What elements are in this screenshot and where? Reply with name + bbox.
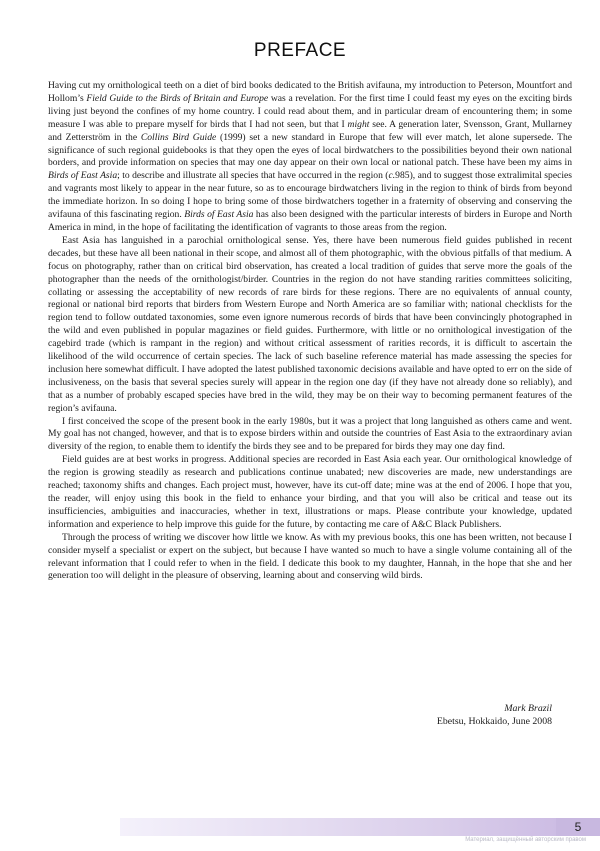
text-run: Having cut my ornithological teeth on a diet of bird books dedicated to the British avifauna, my introduction to Peterson, Mountfort and Hollom’s bbox=[48, 80, 572, 104]
text-run: Through the process of writing we discover how little we know. As with my previous books, this one has been written, not because I consider myself a specialist or expert on the subject, but because I have wanted so much to have a single volume containing all of the relevant information that I could refer to when in the field. I dedicate this book to my daughter, Hannah, in the hope that she and her generation too will delight in the pleasure of observing, learning about and conserving wild birds. bbox=[48, 531, 572, 582]
text-run: see. A generation later, Svensson, Grant, Mullarney and Zetterström in the bbox=[48, 118, 573, 143]
italic-run: Field Guide to the Birds of Britain and Europe bbox=[86, 92, 269, 104]
text-run: has also been designed with the particular interests of birders in Europe and North America in mind, in the hope of facilitating the identification of vagrants to those areas from the region. bbox=[48, 209, 573, 233]
italic-run: Birds of East Asia bbox=[184, 209, 254, 221]
text-run: Field guides are at best works in progress. Additional species are recorded in East Asia each year. Our ornithological knowledge of the region is growing steadily as research and publications continue unabated; new discoveries are made, new understandings are reached; taxonomy shifts and changes. Each project must, however, have its cut-off date; mine was at the end of 2006. I hope that you, the reader, will enjoy using this book in the field to enhance your birding, and that you will also be critical and tease out its insufficiencies, ambiguities and inaccuracies, whether in text, illustrations or maps. Please contribute your knowledge, updated information and experience to help improve this guide for the future, by contacting me care of A&C Black Publishers. bbox=[48, 454, 572, 530]
paragraph bbox=[48, 454, 572, 531]
paragraph bbox=[48, 532, 572, 584]
italic-run: might bbox=[347, 118, 370, 130]
text-run: I first conceived the scope of the present book in the early 1980s, but it was a project that long languished as others came and went. My goal has not changed, however, and that is to expose birders within and outside the countries of East Asia to the extraordinary avian diversity of the region, to enable them to identify the birds they see and to be prepared for birds they may one day find. bbox=[48, 415, 572, 453]
signature-block bbox=[437, 702, 552, 728]
paragraph bbox=[48, 416, 572, 455]
footer-color-band bbox=[120, 818, 556, 836]
author-name: Mark Brazil bbox=[504, 703, 552, 714]
italic-run: Birds of East Asia bbox=[48, 170, 118, 182]
text-run: was a revelation. For the first time I could feast my eyes on the exciting birds living just beyond the confines of my home country. I could read about them, and in particular dream of encountering them; in some measure I was able to prepare myself for birds that I had not seen, but that I bbox=[48, 92, 572, 130]
copyright-watermark: Материал, защищённый авторским правом bbox=[465, 837, 586, 843]
text-run: ; to describe and illustrate all species that have occurred in the region ( bbox=[117, 170, 389, 182]
paragraph bbox=[48, 235, 572, 416]
preface-body bbox=[48, 80, 572, 583]
text-run: East Asia has languished in a parochial ornithological sense. Yes, there have been numerous field guides published in recent decades, but these have all been national in their scope, and almost all of them photographic, with the obvious pitfalls of that medium. A focus on photography, rather than on critical bird observation, has created a local tradition of guides that serve more the goals of the photographer than the needs of the ornithologist/birder. Countries in the region do not have standing rarities committees soliciting, collating or assessing the acceptability of new records of rare birds for these regions. There are no equivalents of annual county, regional or national bird reports that birders from Western Europe and North America are so familiar with; national checklists for the region tend to follow outdated taxonomies, some even ignore numerous records of birds that have been convincingly photographed in the wild and even published in popular magazines or field guides. Furthermore, with little or no ornithological investigation of the cagebird trade (which is rampant in the region) and without critical assessment of rarities records, it is difficult to ascertain the likelihood of the wild occurrence of certain species. The lack of such baseline reference material has made assessing the species for inclusion here somewhat difficult. I have adopted the latest published taxonomic decisions available and have opted to err on the side of inclusiveness, on the basis that several species surely will appear in the region one day (if they have not already done so reliably), and that as a number of probably escaped species have bred in the wild, they may be on their way to becoming permanent features of the region’s avifauna. bbox=[48, 234, 572, 414]
page-title: PREFACE bbox=[253, 40, 347, 61]
paragraph bbox=[48, 80, 572, 235]
place-date: Ebetsu, Hokkaido, June 2008 bbox=[436, 716, 552, 727]
page-number: 5 bbox=[574, 820, 582, 834]
text-run: (1999) set a new standard in Europe that few will ever match, let alone supersede. The significance of such regional guidebooks is that they open the eyes of local birdwatchers to the possibilities beyond their own national borders, and provide information on species that may one day appear on their own local or national patch. These have been my aims in bbox=[48, 131, 573, 169]
text-run: 985), and to suggest those extralimital species and vagrants most likely to appear in the near future, so as to encourage birdwatchers living in the region to think of birds from beyond the immediate horizon. In so doing I hope to bring some of those birdwatchers together in a fraternity of observing and conserving the avifauna of this fascinating region. bbox=[48, 170, 573, 221]
italic-run: c. bbox=[388, 170, 396, 182]
italic-run: Collins Bird Guide bbox=[140, 131, 217, 143]
